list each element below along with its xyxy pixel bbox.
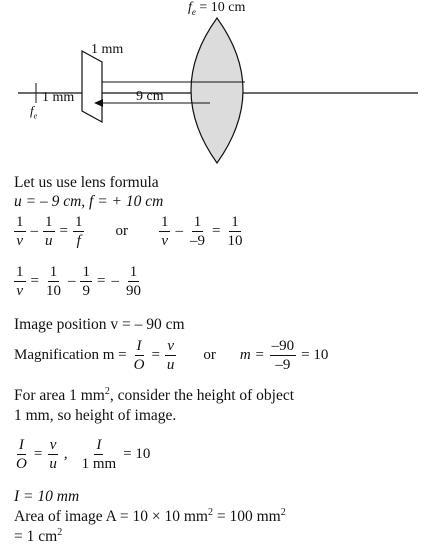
equals-sign: = [151,347,160,364]
area-text-line2: 1 mm, so height of image. [14,407,177,424]
equation-solve-v [12,264,145,300]
fraction: $\frac{1}{u}$ [45,214,53,249]
equation-lens-formula [12,214,246,250]
area-of-image: Area of image A = 10 × 10 $mm^2 = 100$ $mm^2$ [14,506,286,525]
image-position: Image position v = – 90 cm [14,316,185,333]
fraction: $\frac{I}{1 mm}$ [81,437,117,472]
fraction: $\frac{I}{O}$ [133,338,145,373]
fraction: $\frac{1}{v}$ [160,214,169,249]
equals-sign: = [211,223,221,240]
one-mm-top-label: 1 mm [91,42,124,57]
eyepiece-lens [82,51,102,122]
objective-lens [191,18,243,163]
equals-sign: = [96,273,106,290]
given-values: u = – 9 cm, f = + 10 cm [14,193,164,210]
magnification-label: Magnification m = [14,347,127,364]
or-word: or [115,223,128,240]
fe-left-label: $f_e$ [30,103,38,121]
fraction: $\frac{1}{90}$ [125,264,141,299]
equals-sign: = [59,223,68,240]
minus-sign: – [111,273,119,290]
fraction: $\frac{1}{f}$ [74,214,83,249]
area-in-cm: = 1 $cm^2$ [14,526,63,545]
fraction: $\frac{1}{9}$ [82,264,90,299]
fraction: $\frac{v}{u}$ [166,338,175,373]
fraction: $\frac{1}{v}$ [16,214,24,249]
minus-sign: – [175,223,183,240]
equation-magnification [14,338,331,374]
equals-sign: = [30,273,39,290]
image-height-value: I = 10 mm [14,488,80,505]
fraction: $\frac{1}{10}$ [227,214,243,249]
nine-cm-label: 9 cm [136,89,164,104]
result-value: = 10 [123,446,151,463]
m-equals: m = [239,347,265,364]
or-word: or [203,347,216,364]
minus-sign: – [67,273,76,290]
area-text-line1: For area 1 $mm^2$, consider the height of object [14,385,295,404]
lens-formula-intro: Let us use lens formula [14,174,159,191]
ray-diagram-svg [0,0,435,170]
fraction: $\frac{v}{u}$ [49,437,57,472]
fe-top-label: $f_e = 10$ cm [188,0,246,17]
optics-diagram [0,0,435,170]
equation-image-height: $\frac{I}{O}$ = $\frac{v}{u}$ , $\frac{I}{1 mm}$ = 10 [16,437,151,472]
minus-sign: – [30,223,38,240]
one-mm-left-label: 1 mm [42,90,75,105]
fraction: $\frac{1}{-9}$ [189,214,205,249]
fraction: $\frac{-90}{-9}$ [271,338,295,373]
fraction: $\frac{1}{10}$ [45,264,61,299]
result-value: = 10 [301,347,329,364]
equals-sign: = [33,446,43,463]
fraction: $\frac{1}{v}$ [16,264,24,299]
fraction: $\frac{I}{O}$ [16,437,27,472]
